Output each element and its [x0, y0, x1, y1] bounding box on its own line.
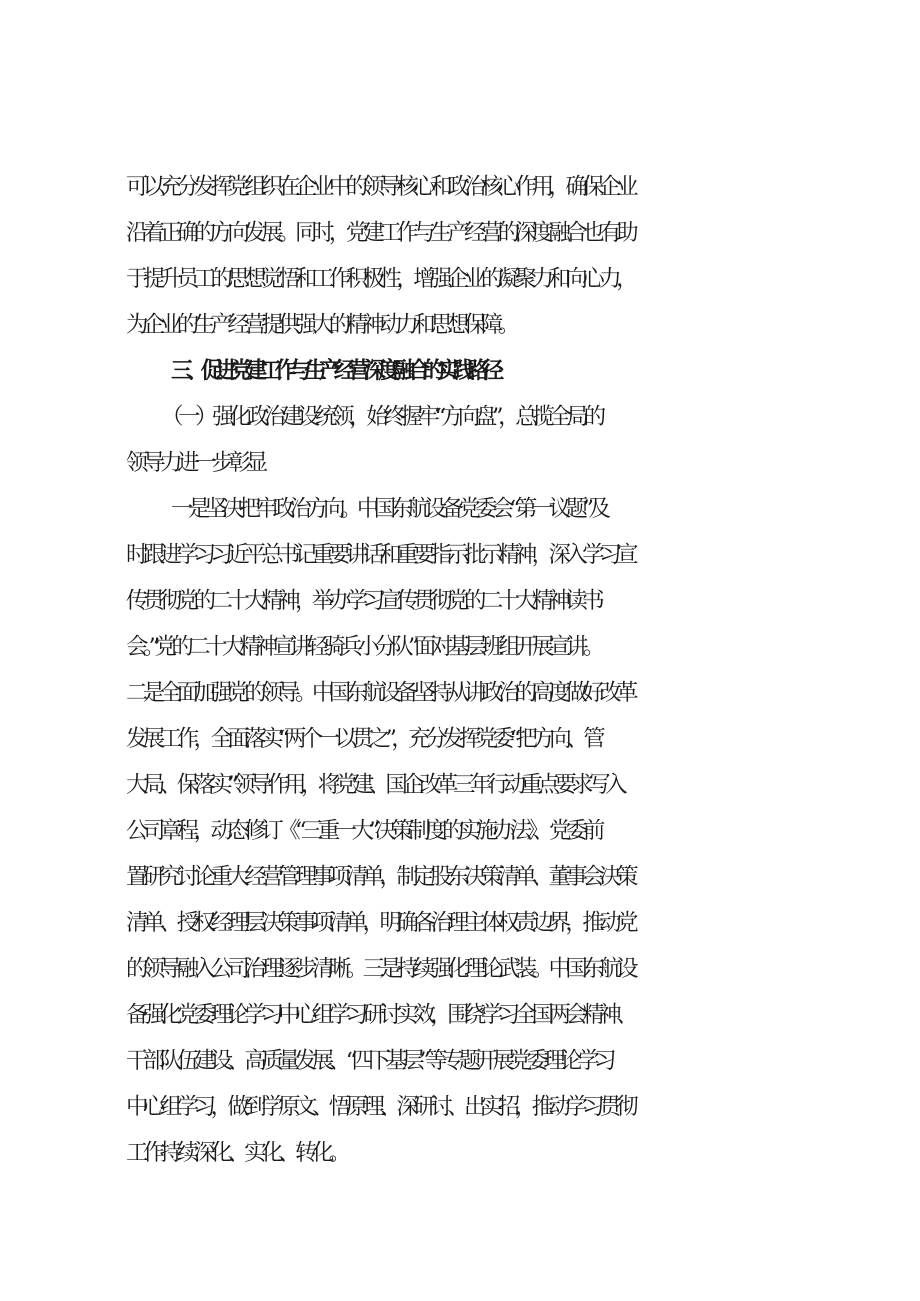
text-line: 会。”党的二十大精神宣讲轻骑兵小分队”面对基层班组开展宣讲。	[126, 634, 600, 660]
text-line: 备强化党委理论学习中心组学习研讨实效，围绕学习全国两会精神、	[126, 1002, 634, 1028]
text-line: 可以充分发挥党组织在企业中的领导核心和政治核心作用，确保企业	[126, 174, 634, 200]
subsection-heading-line: 领导力进一步彰显	[126, 450, 263, 476]
text-line: 的领导融入公司治理逐步清晰。三是持续强化理论武装。中国东航设	[126, 956, 634, 982]
section-heading: 三、促进党建工作与生产经营深度融合的实践路径	[171, 358, 497, 384]
text-line: 传贯彻党的二十大精神，举办学习宣传贯彻党的二十大精神读书	[126, 588, 600, 614]
text-line: 二是全面加强党的领导。中国东航设备坚持从讲政治的高度做好改革	[126, 680, 634, 706]
text-line: 工作持续深化、实化、转化。	[126, 1140, 346, 1166]
text-line: 为企业的生产经营提供强大的精神动力和思想保障。	[126, 312, 515, 338]
text-line: 沿着正确的方向发展。同时，党建工作与生产经营的深度融合也有助	[126, 220, 634, 246]
text-line: 大局、保落实”领导作用，将党建、国企改革三年行动重点要求写入	[126, 772, 623, 798]
text-line: 置研究讨论重大经营管理事项清单，制定股东决策清单、董事会决策	[126, 864, 634, 890]
text-line: 于提升员工的思想觉悟和工作积极性，增强企业的凝聚力和向心力，	[126, 266, 634, 292]
text-line: 干部队伍建设、高质量发展、“四下基层”等专题开展党委理论学习	[126, 1048, 612, 1074]
text-line: 时跟进学习习近平总书记重要讲话和重要指示批示精神，深入学习宣	[126, 542, 634, 568]
text-line: 发展工作，全面落实“两个一以贯之”，充分发挥党委“把方向、管	[126, 726, 601, 752]
text-line: 清单、授权经理层决策事项清单，明确各治理主体权责边界，推动党	[126, 910, 634, 936]
text-line: 中心组学习，做到学原文、悟原理、深研讨、出实招，推动学习贯彻	[126, 1094, 634, 1120]
subsection-heading-line: （一）强化政治建设统领，始终握牢“方向盘”，总揽全局的	[161, 404, 601, 430]
text-line: 一是坚决把牢政治方向。中国东航设备党委会“第一议题”及	[171, 496, 606, 522]
text-line: 公司章程，动态修订《“三重一大”决策制度的实施办法》、党委前	[126, 818, 600, 844]
